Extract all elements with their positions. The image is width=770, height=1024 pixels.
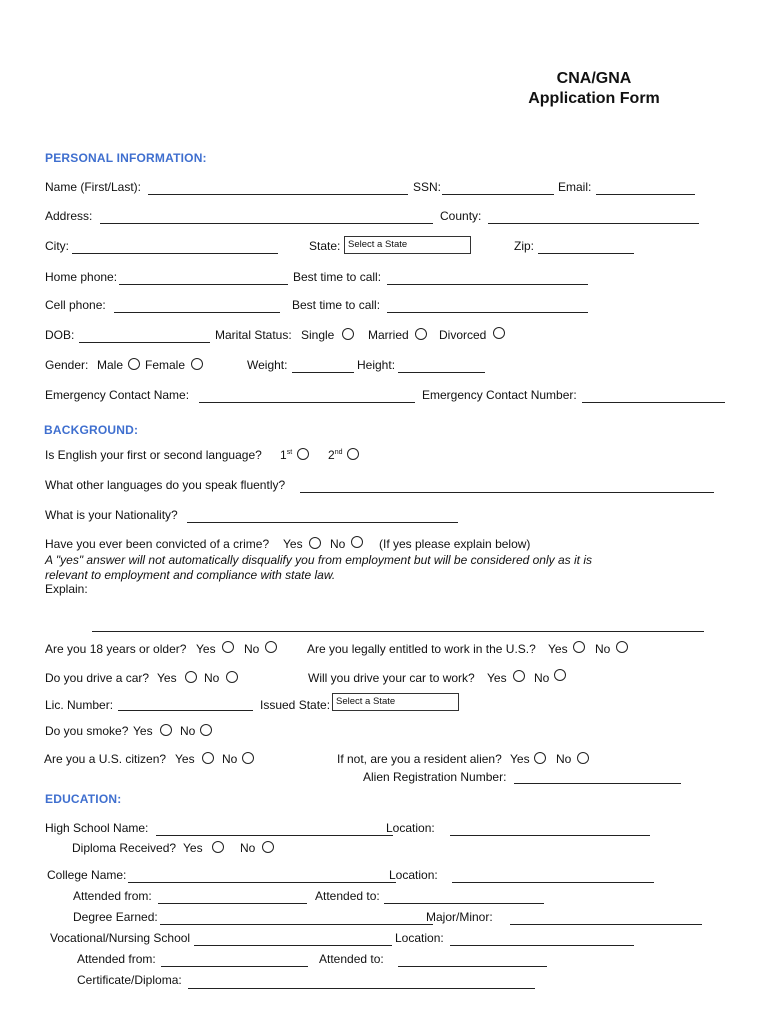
alien-yes-label: Yes [510,752,530,766]
diploma-yes-label: Yes [183,841,203,855]
nationality-label: What is your Nationality? [45,508,178,522]
drive-no-label: No [204,671,220,685]
single-radio[interactable] [342,328,354,340]
crime-no-label: No [330,537,346,551]
zip-field[interactable] [538,253,634,254]
emergency-name-field[interactable] [199,402,415,403]
citizen-yes-label: Yes [175,752,195,766]
state-select[interactable]: Select a State [344,236,471,254]
gender-label: Gender: [45,358,89,372]
best-time-label-1: Best time to call: [293,270,382,284]
name-label: Name (First/Last): [45,180,142,194]
citizen-yes-radio[interactable] [202,752,214,764]
emergency-name-label: Emergency Contact Name: [45,388,190,402]
second-sup: nd [334,449,343,456]
smoke-no-label: No [180,724,196,738]
vocational-location-label: Location: [395,931,444,945]
entitled-no-label: No [595,642,611,656]
entitled-yes-radio[interactable] [573,641,585,653]
college-label: College Name: [47,868,127,882]
attended-to-field[interactable] [384,903,544,904]
emergency-number-label: Emergency Contact Number: [422,388,577,402]
diploma-no-label: No [240,841,256,855]
voc-attended-from-field[interactable] [161,966,308,967]
first-num: 1 [280,448,287,462]
high-school-location-field[interactable] [450,835,650,836]
voc-attended-to-label: Attended to: [319,952,384,966]
vocational-location-field[interactable] [450,945,634,946]
entitled-yes-label: Yes [548,642,568,656]
married-radio[interactable] [415,328,427,340]
drive-label: Do you drive a car? [45,671,150,685]
age18-yes-label: Yes [196,642,216,656]
alien-label: If not, are you a resident alien? [337,752,502,766]
vocational-label: Vocational/Nursing School [50,931,191,945]
entitled-no-radio[interactable] [616,641,628,653]
disclaimer-line-1: A "yes" answer will not automatically disqualify you from employment but will be considered only as it is [45,553,592,567]
explain-field[interactable] [92,631,704,632]
background-heading: BACKGROUND: [44,423,139,437]
drive-yes-radio[interactable] [185,671,197,683]
high-school-location-label: Location: [386,821,435,835]
best-time-label-2: Best time to call: [292,298,381,312]
diploma-label: Diploma Received? [72,841,177,855]
degree-field[interactable] [160,924,433,925]
first-language-label [280,448,292,462]
address-field[interactable] [100,223,433,224]
age18-yes-radio[interactable] [222,641,234,653]
crime-note: (If yes please explain below) [379,537,531,551]
second-language-label [328,448,342,462]
citizen-no-label: No [222,752,238,766]
drive-work-no-label: No [534,671,550,685]
first-sup: st [286,449,293,456]
vocational-field[interactable] [194,945,392,946]
drive-work-yes-label: Yes [487,671,507,685]
weight-field[interactable] [292,372,354,373]
smoke-no-radio[interactable] [200,724,212,736]
nationality-field[interactable] [187,522,458,523]
major-field[interactable] [510,924,702,925]
alien-reg-field[interactable] [514,783,681,784]
form-subtitle: Application Form [528,90,660,107]
other-languages-label: What other languages do you speak fluently? [45,478,286,492]
crime-label: Have you ever been convicted of a crime? [45,537,270,551]
college-location-field[interactable] [452,882,654,883]
alien-no-label: No [556,752,572,766]
personal-heading: PERSONAL INFORMATION: [45,151,207,165]
high-school-field[interactable] [156,835,393,836]
smoke-label: Do you smoke? [45,724,129,738]
high-school-label: High School Name: [45,821,149,835]
weight-label: Weight: [247,358,288,372]
crime-yes-radio[interactable] [309,537,321,549]
drive-no-radio[interactable] [226,671,238,683]
explain-label: Explain: [45,582,88,596]
citizen-label: Are you a U.S. citizen? [44,752,167,766]
name-field[interactable] [148,194,408,195]
attended-from-field[interactable] [158,903,307,904]
age18-no-radio[interactable] [265,641,277,653]
smoke-yes-label: Yes [133,724,153,738]
entitled-label: Are you legally entitled to work in the U.S.? [307,642,536,656]
married-label: Married [368,328,409,342]
license-label: Lic. Number: [45,698,114,712]
smoke-yes-radio[interactable] [160,724,172,736]
second-language-radio[interactable] [347,448,359,460]
cell-phone-label: Cell phone: [45,298,106,312]
city-field[interactable] [72,253,278,254]
zip-label: Zip: [514,239,535,253]
drive-work-label: Will you drive your car to work? [308,671,475,685]
major-label: Major/Minor: [426,910,493,924]
email-field[interactable] [596,194,695,195]
age18-label: Are you 18 years or older? [45,642,187,656]
voc-attended-from-label: Attended from: [77,952,156,966]
alien-reg-label: Alien Registration Number: [363,770,507,784]
dob-field[interactable] [79,342,210,343]
divorced-label: Divorced [439,328,487,342]
diploma-yes-radio[interactable] [212,841,224,853]
voc-attended-to-field[interactable] [398,966,547,967]
ssn-field[interactable] [442,194,554,195]
issued-state-select[interactable]: Select a State [332,693,459,711]
issued-state-label: Issued State: [260,698,331,712]
attended-to-label: Attended to: [315,889,380,903]
female-radio[interactable] [191,358,203,370]
city-label: City: [45,239,69,253]
second-num: 2 [328,448,335,462]
county-field[interactable] [488,223,699,224]
state-label: State: [309,239,341,253]
dob-label: DOB: [45,328,75,342]
marital-label: Marital Status: [215,328,292,342]
email-label: Email: [558,180,592,194]
drive-work-no-radio[interactable] [554,669,566,681]
degree-label: Degree Earned: [73,910,158,924]
alien-no-radio[interactable] [577,752,589,764]
diploma-no-radio[interactable] [262,841,274,853]
college-location-label: Location: [389,868,438,882]
home-phone-field[interactable] [119,284,288,285]
address-label: Address: [45,209,93,223]
emergency-number-field[interactable] [582,402,725,403]
attended-from-label: Attended from: [73,889,152,903]
female-label: Female [145,358,186,372]
crime-yes-label: Yes [283,537,303,551]
license-field[interactable] [118,710,253,711]
home-phone-label: Home phone: [45,270,118,284]
crime-no-radio[interactable] [351,536,363,548]
form-title: CNA/GNA [556,70,632,87]
citizen-no-radio[interactable] [242,752,254,764]
best-time-field-1[interactable] [387,284,588,285]
alien-yes-radio[interactable] [534,752,546,764]
first-language-radio[interactable] [297,448,309,460]
divorced-radio[interactable] [493,327,505,339]
college-field[interactable] [128,882,396,883]
single-label: Single [301,328,335,342]
ssn-label: SSN: [413,180,442,194]
height-field[interactable] [398,372,485,373]
cell-phone-field[interactable] [114,312,280,313]
age18-no-label: No [244,642,260,656]
best-time-field-2[interactable] [387,312,588,313]
other-languages-field[interactable] [300,492,714,493]
male-label: Male [97,358,124,372]
english-label: Is English your first or second language? [45,448,262,462]
county-label: County: [440,209,482,223]
drive-work-yes-radio[interactable] [513,670,525,682]
certificate-field[interactable] [188,988,535,989]
disclaimer-line-2: relevant to employment and compliance with state law. [45,568,336,582]
education-heading: EDUCATION: [45,792,122,806]
male-radio[interactable] [128,358,140,370]
height-label: Height: [357,358,396,372]
certificate-label: Certificate/Diploma: [77,973,182,987]
drive-yes-label: Yes [157,671,177,685]
